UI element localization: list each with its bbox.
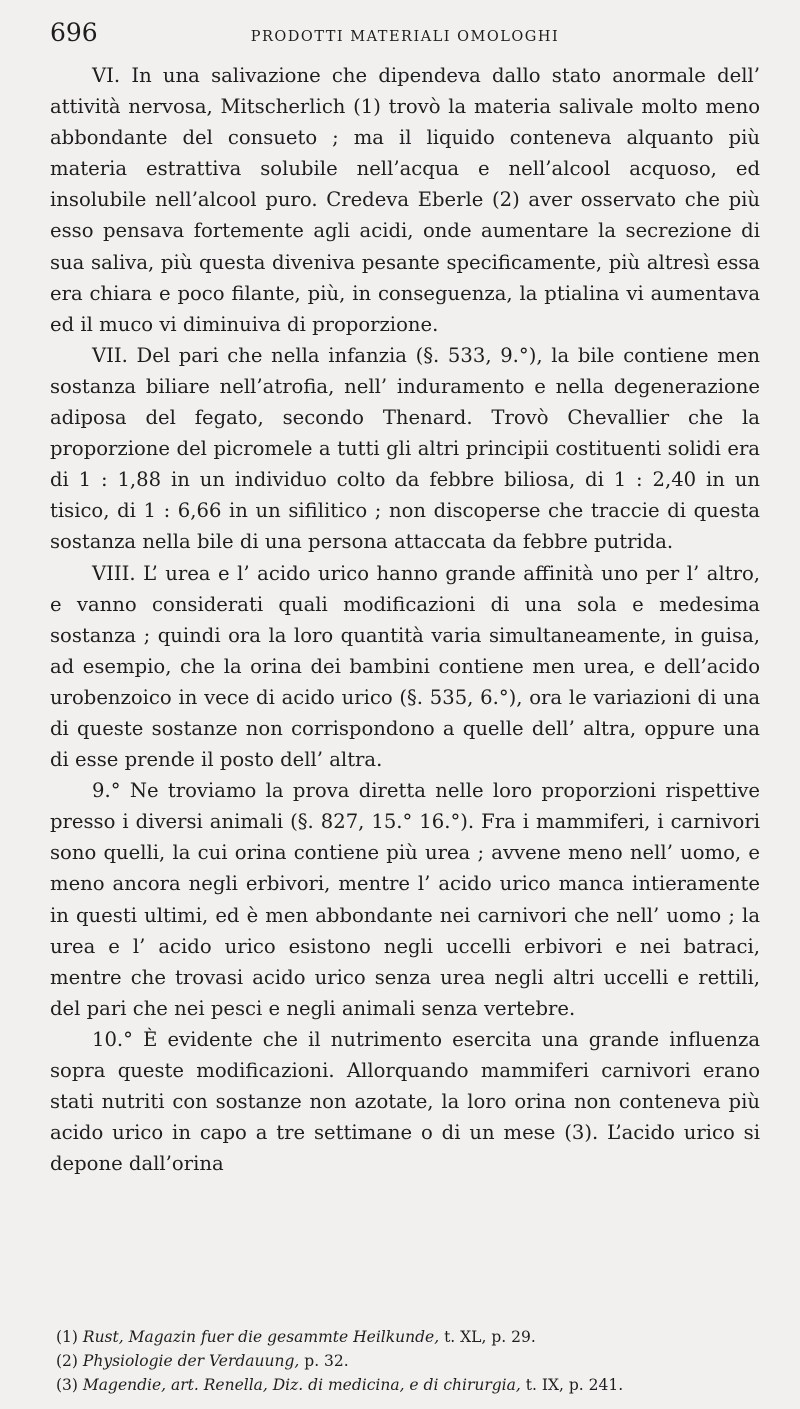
page-body — [50, 60, 760, 1179]
paragraph-vi: VI. In una salivazione che dipendeva dallo stato anormale dell’ attività nervosa, Mitscherlich (1) trovò la materia salivale molto meno abbondante del consueto ; ma il liquido conteneva alquanto più materia estrattiva solubile nell’acqua e nell’alcool acquoso, ed insolubile nell’alcool puro. Credeva Eberle (2) aver osservato che più esso pensava fortemente agli acidi, onde aumentare la secrezione di sua saliva, più questa diveniva pesante specificamente, più altresì essa era chiara e poco filante, più, in conseguenza, la ptialina vi aumentava ed il muco vi diminuiva di proporzione. — [50, 64, 760, 336]
page-number: 696 — [50, 18, 98, 47]
paragraph-viii: VIII. L’ urea e l’ acido urico hanno grande affinità uno per l’ altro, e vanno considerati quali modificazioni di una sola e medesima sostanza ; quindi ora la loro quantità varia simultaneamente, in guisa, ad esempio, che la orina dei bambini contiene men urea, e dell’acido urobenzoico in vece di acido urico (§. 535, 6.°), ora le variazioni di una di queste sostanze non corrispondono a quelle dell’ altra, oppure una di esse prende il posto dell’ altra. — [50, 561, 760, 772]
footnote: (2) Physiologie der Verdauung, p. 32. — [56, 1352, 349, 1370]
page-header — [50, 18, 760, 54]
running-head: PRODOTTI MATERIALI OMOLOGHI — [250, 29, 560, 45]
footnotes — [50, 1325, 760, 1397]
footnote: (1) Rust, Magazin fuer die gesammte Heilkunde, t. XL, p. 29. — [56, 1328, 536, 1346]
paragraph-9: 9.° Ne troviamo la prova diretta nelle loro proporzioni rispettive presso i diversi animali (§. 827, 15.° 16.°). Fra i mammiferi, i carnivori sono quelli, la cui orina contiene più urea ; avvene meno nell’ uomo, e meno ancora negli erbivori, mentre l’ acido urico manca intieramente in questi ultimi, ed è men abbondante nei carnivori che nell’ uomo ; la urea e l’ acido urico esistono negli uccelli erbivori e nei batraci, mentre che trovasi acido urico senza urea negli altri uccelli e rettili, del pari che nei pesci e negli animali senza vertebre. — [50, 779, 760, 1020]
footnote: (3) Magendie, art. Renella, Diz. di medicina, e di chirurgia, t. IX, p. 241. — [56, 1376, 624, 1394]
paragraph-vii: VII. Del pari che nella infanzia (§. 533, 9.°), la bile contiene men sostanza biliare nell’atrofia, nell’ induramento e nella degenerazione adiposa del fegato, secondo Thenard. Trovò Chevallier che la proporzione del picromele a tutti gli altri principii costituenti solidi era di 1 : 1,88 in un individuo colto da febbre biliosa, di 1 : 2,40 in un tisico, di 1 : 6,66 in un sifilitico ; non discoperse che traccie di questa sostanza nella bile di una persona attaccata da febbre putrida. — [50, 343, 760, 554]
paragraph-10: 10.° È evidente che il nutrimento esercita una grande influenza sopra queste modificazioni. Allorquando mammiferi carnivori erano stati nutriti con sostanze non azotate, la loro orina non conteneva più acido urico in capo a tre settimane o di un mese (3). L’acido urico si depone dall’orina — [50, 1027, 760, 1176]
